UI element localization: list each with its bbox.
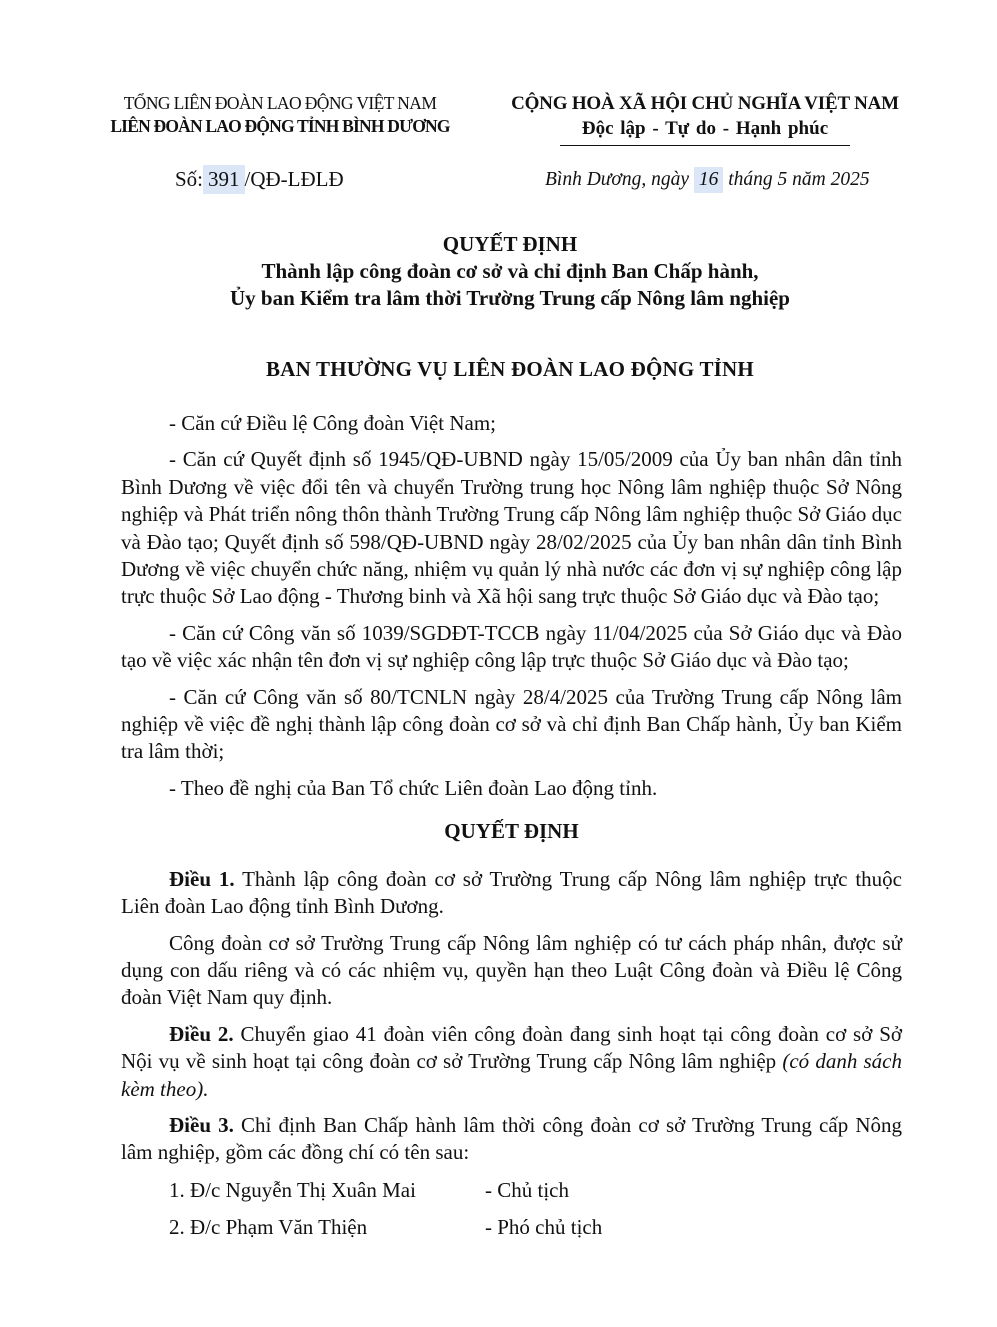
- number-suffix: /QĐ-LĐLĐ: [244, 167, 344, 191]
- basis-1: - Căn cứ Điều lệ Công đoàn Việt Nam;: [169, 411, 496, 435]
- article-1-text: Thành lập công đoàn cơ sở Trường Trung cấp Nông lâm nghiệp trực thuộc Liên đoàn Lao động tỉnh Bình Dương.: [121, 866, 902, 919]
- title-line-3: Ủy ban Kiểm tra lâm thời Trường Trung cấp Nông lâm nghiệp: [230, 286, 790, 310]
- member-role: - Chủ tịch: [485, 1177, 569, 1202]
- member-name: 2. Đ/c Phạm Văn Thiện: [169, 1215, 368, 1240]
- document-body: [121, 410, 902, 1242]
- basis-4: - Căn cứ Công văn số 80/TCNLN ngày 28/4/2025 của Trường Trung cấp Nông lâm nghiệp về việc đề nghị thành lập công đoàn cơ sở và chỉ định Ban Chấp hành, Ủy ban Kiểm tra lâm thời;: [121, 684, 902, 764]
- number-prefix: Số:: [175, 167, 204, 191]
- list-item: [121, 1177, 902, 1204]
- article-2-text: Chuyển giao 41 đoàn viên công đoàn đang sinh hoạt tại công đoàn cơ sở Sở Nội vụ về sinh hoạt tại công đoàn cơ sở Trường Trung cấp Nông lâm nghiệp: [121, 1021, 903, 1074]
- date-day: 16: [694, 167, 724, 193]
- basis-5: - Theo đề nghị của Ban Tổ chức Liên đoàn Lao động tỉnh.: [169, 775, 658, 800]
- decision-heading: QUYẾT ĐỊNH: [444, 819, 579, 844]
- national-title: CỘNG HOÀ XÃ HỘI CHỦ NGHĨA VIỆT NAM: [511, 93, 899, 114]
- article-3: [121, 1112, 902, 1167]
- document-title: [95, 231, 925, 312]
- date-suffix: tháng 5 năm 2025: [728, 169, 870, 190]
- title-main: QUYẾT ĐỊNH: [442, 232, 578, 256]
- article-2-note: (có danh sách kèm theo).: [121, 1049, 902, 1101]
- list-item: [121, 1214, 902, 1241]
- article-1-para-2: Công đoàn cơ sở Trường Trung cấp Nông lâm nghiệp có tư cách pháp nhân, được sử dụng con dấu riêng và có các nhiệm vụ, quyền hạn theo Luật Công đoàn và Điều lệ Công đoàn Việt Nam quy định.: [121, 930, 902, 1010]
- article-3-label: Điều 3.: [169, 1112, 234, 1137]
- national-motto: Độc lập - Tự do - Hạnh phúc: [581, 118, 829, 139]
- title-line-2: Thành lập công đoàn cơ sở và chỉ định Ban Chấp hành,: [261, 259, 759, 283]
- header-right: [500, 92, 910, 146]
- article-3-text: Chỉ định Ban Chấp hành lâm thời công đoàn cơ sở Trường Trung cấp Nông lâm nghiệp, gồm các đồng chí có tên sau:: [121, 1112, 903, 1165]
- article-2: [121, 1021, 902, 1103]
- article-2-label: Điều 2.: [169, 1021, 234, 1046]
- member-role: - Phó chủ tịch: [485, 1215, 603, 1240]
- document-number: [175, 165, 344, 194]
- date-prefix: Bình Dương, ngày: [545, 169, 689, 190]
- motto-underline: [560, 145, 850, 146]
- parent-org-name: TỔNG LIÊN ĐOÀN LAO ĐỘNG VIỆT NAM: [123, 93, 437, 113]
- article-1-label: Điều 1.: [169, 866, 235, 891]
- basis-2: - Căn cứ Quyết định số 1945/QĐ-UBND ngày 15/05/2009 của Ủy ban nhân dân tỉnh Bình Dương về việc đổi tên và chuyển Trường trung học Nông lâm nghiệp thuộc Sở Nông nghiệp và Phát triển nông thôn thành Trường Trung cấp Nông lâm nghiệp thuộc Sở Giáo dục và Đào tạo; Quyết định số 598/QĐ-UBND ngày 28/02/2025 của Ủy ban nhân dân tỉnh Bình Dương về việc chuyển chức năng, nhiệm vụ quản lý nhà nước các đơn vị sự nghiệp công lập trực thuộc Sở Lao động - Thương binh và Xã hội sang trực thuộc Sở Giáo dục và Đào tạo;: [121, 447, 902, 609]
- document-date: [545, 167, 870, 193]
- member-name: 1. Đ/c Nguyễn Thị Xuân Mai: [169, 1177, 416, 1202]
- article-1: [121, 866, 902, 921]
- basis-3: - Căn cứ Công văn số 1039/SGDĐT-TCCB ngày 11/04/2025 của Sở Giáo dục và Đào tạo về việc xác nhận tên đơn vị sự nghiệp công lập trực thuộc Sở Giáo dục và Đào tạo;: [121, 620, 902, 673]
- issuer-heading: BAN THƯỜNG VỤ LIÊN ĐOÀN LAO ĐỘNG TỈNH: [266, 357, 754, 381]
- issuing-org-name: LIÊN ĐOÀN LAO ĐỘNG TỈNH BÌNH DƯƠNG: [110, 116, 450, 136]
- number-value: 391: [203, 165, 245, 194]
- header-left: [95, 92, 465, 138]
